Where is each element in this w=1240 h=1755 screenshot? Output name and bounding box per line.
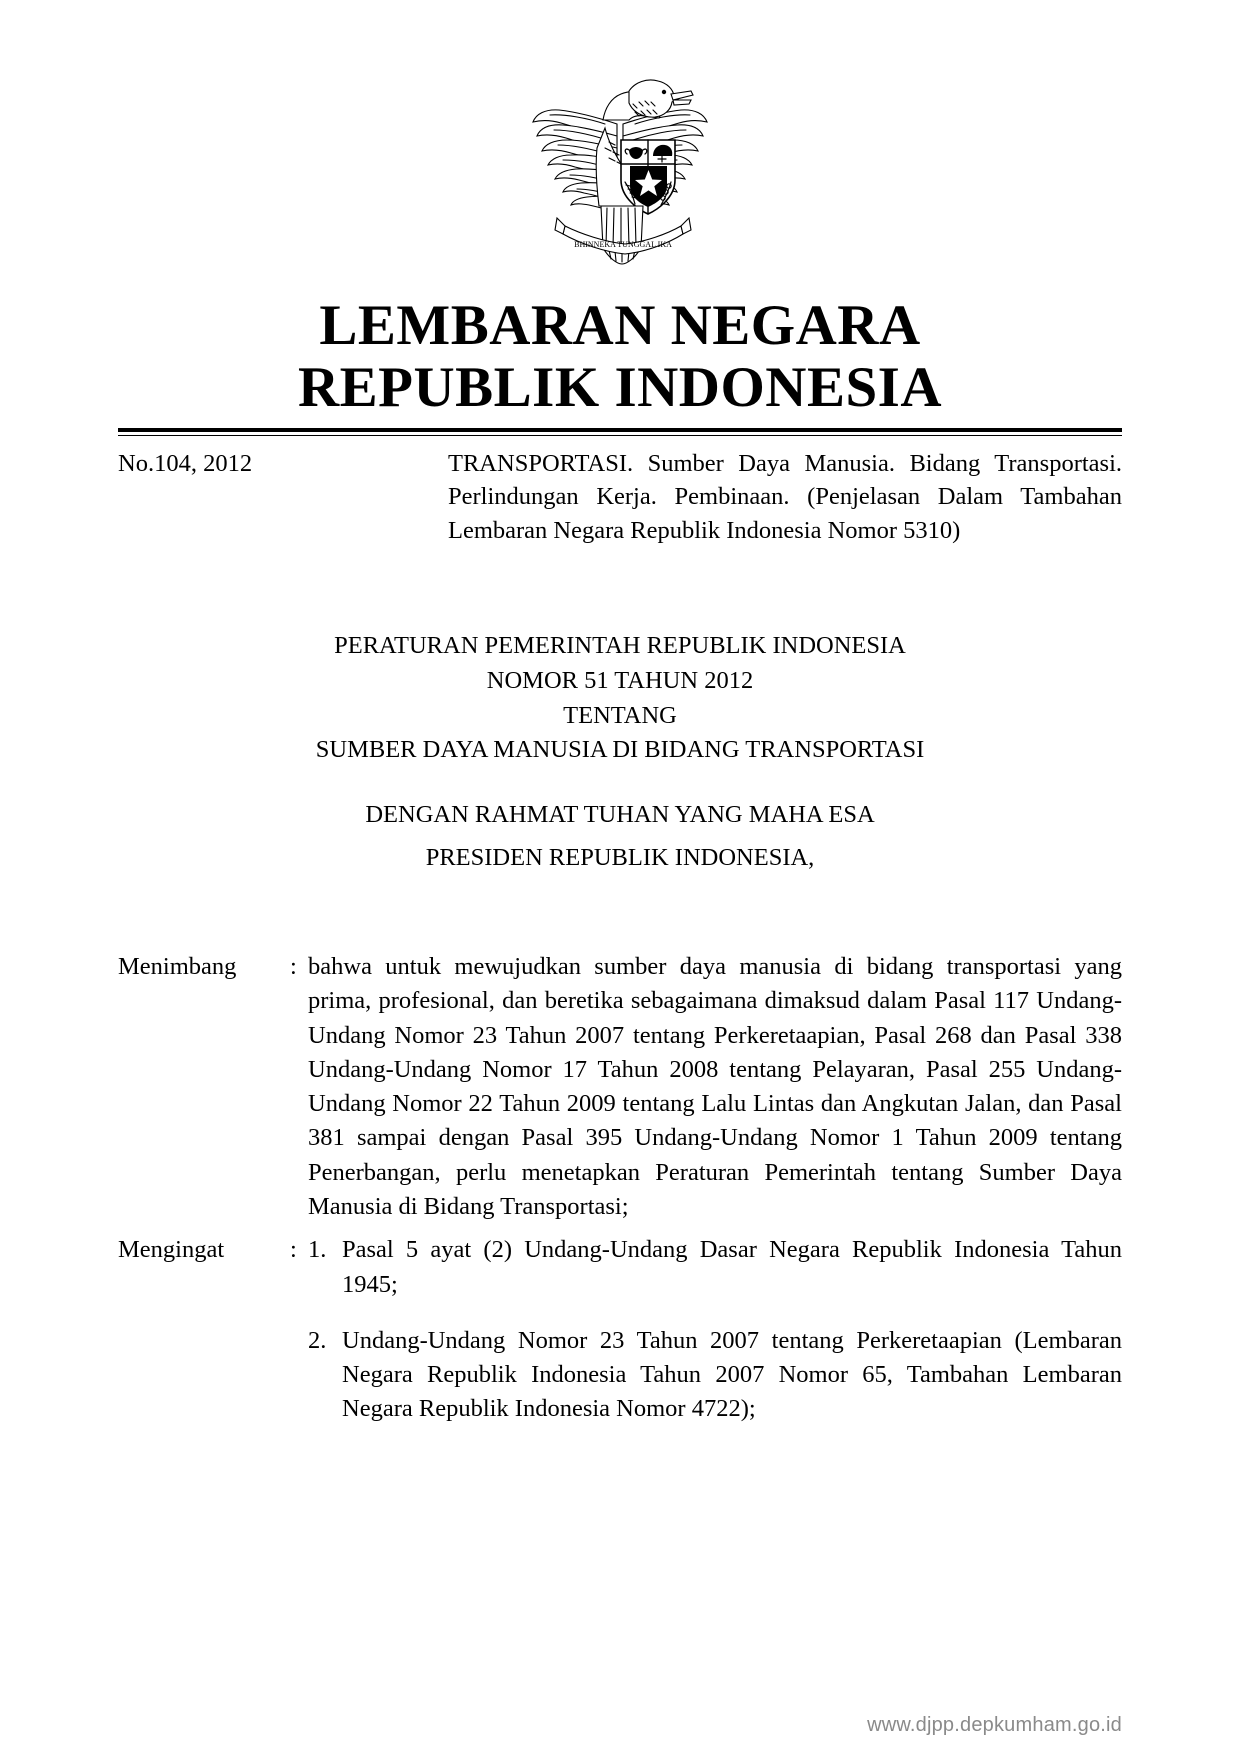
preamble-block xyxy=(118,794,1122,880)
masthead-line-2: REPUBLIK INDONESIA xyxy=(297,355,943,419)
emblem-motto-text: BHINNEKA TUNGGAL IKA xyxy=(574,240,672,249)
list-item-text: Pasal 5 ayat (2) Undang-Undang Dasar Negara Republik Indonesia Tahun 1945; xyxy=(342,1236,1122,1298)
clause-mengingat-body xyxy=(308,1233,1122,1426)
emblem-container xyxy=(118,0,1122,273)
clause-mengingat xyxy=(118,1233,1122,1426)
masthead xyxy=(118,295,1122,418)
list-item xyxy=(308,1233,1122,1302)
list-item-text: Undang-Undang Nomor 23 Tahun 2007 tentang Perkeretaapian (Lembaran Negara Republik Indonesia Tahun 2007 Nomor 65, Tambahan Lembaran Negara Republik Indonesia Nomor 4722); xyxy=(342,1326,1122,1423)
list-item-number: 2. xyxy=(308,1326,327,1354)
garuda-pancasila-emblem xyxy=(525,58,715,273)
list-item-number: 1. xyxy=(308,1236,327,1264)
masthead-divider xyxy=(118,428,1122,436)
list-item xyxy=(308,1324,1122,1427)
clauses-section xyxy=(118,950,1122,1427)
clause-menimbang-text: bahwa untuk mewujudkan sumber daya manusia di bidang transportasi yang prima, profesional, dan beretika sebagaimana dimaksud dalam Pasal 117 Undang-Undang Nomor 23 Tahun 2007 tentang Perkeretaapian, Pasal 268 dan Pasal 338 Undang-Undang Nomor 17 Tahun 2008 tentang Pelayaran, Pasal 255 Undang-Undang Nomor 22 Tahun 2009 tentang Lalu Lintas dan Angkutan Jalan, dan Pasal 381 sampai dengan Pasal 395 Undang-Undang Nomor 1 Tahun 2009 tentang Penerbangan, perlu menetapkan Peraturan Pemerintah tentang Sumber Daya Manusia di Bidang Transportasi; xyxy=(308,952,1122,1220)
regulation-tentang-line: TENTANG xyxy=(563,701,677,729)
regulation-title-line-1: PERATURAN PEMERINTAH REPUBLIK INDONESIA xyxy=(334,632,906,660)
gazette-subject xyxy=(448,447,1122,547)
footer-watermark: www.djpp.depkumham.go.id xyxy=(867,1714,1122,1736)
preamble-blessing: DENGAN RAHMAT TUHAN YANG MAHA ESA xyxy=(365,801,875,829)
clause-menimbang xyxy=(118,950,1122,1224)
gazette-subject-text: TRANSPORTASI. Sumber Daya Manusia. Bidang Transportasi. Perlindungan Kerja. Pembinaan. (Penjelasan Dalam Tambahan Lembaran Negara Republik Indonesia Nomor 5310) xyxy=(448,450,1122,544)
preamble-president: PRESIDEN REPUBLIK INDONESIA, xyxy=(425,844,815,872)
clause-menimbang-label: Menimbang xyxy=(118,952,237,980)
clause-mengingat-label: Mengingat xyxy=(118,1236,225,1264)
clause-menimbang-body xyxy=(308,950,1122,1224)
regulation-title-block xyxy=(118,629,1122,768)
masthead-line-1: LEMBARAN NEGARA xyxy=(319,294,921,357)
gazette-number: No.104, 2012 xyxy=(118,450,253,478)
clause-menimbang-colon: : xyxy=(290,952,297,980)
mengingat-list xyxy=(308,1233,1122,1426)
clause-mengingat-colon: : xyxy=(290,1236,297,1264)
regulation-subject-line: SUMBER DAYA MANUSIA DI BIDANG TRANSPORTASI xyxy=(315,736,925,764)
regulation-number-line: NOMOR 51 TAHUN 2012 xyxy=(486,666,754,694)
gazette-header-row xyxy=(118,447,1122,547)
